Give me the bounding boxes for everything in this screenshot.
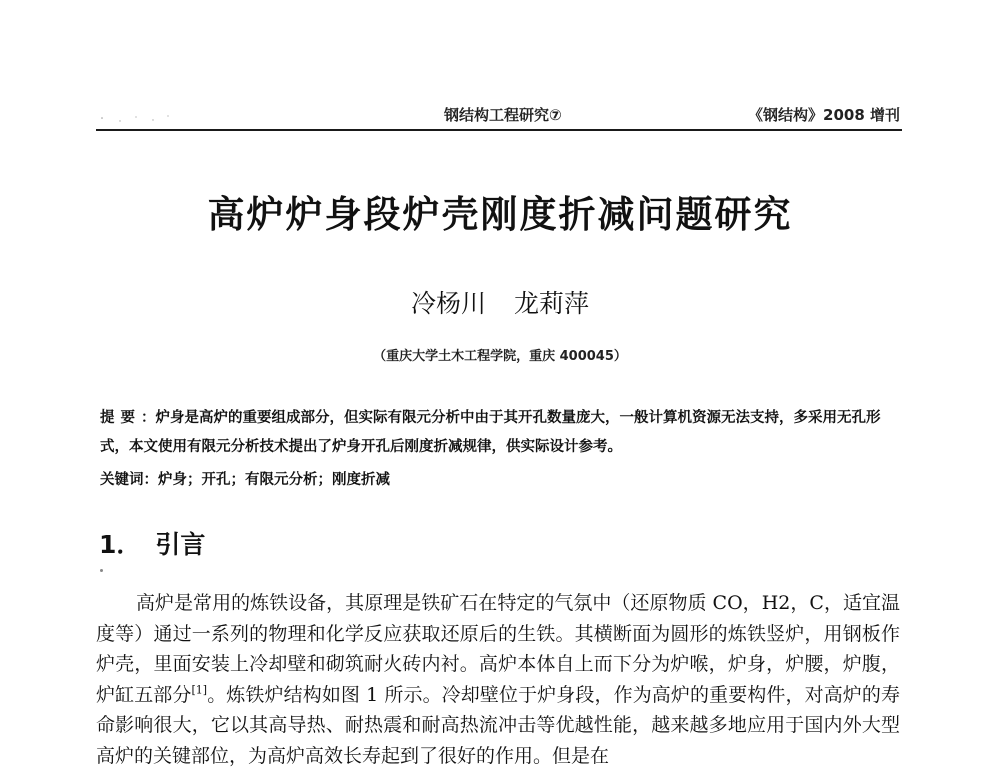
running-header: [96, 104, 902, 128]
paragraph-text: 高炉是常用的炼铁设备，其原理是铁矿石在特定的气氛中（还原物质 CO，H2，C，适宜温度等）通过一系列的物理和化学反应获取还原后的生铁。其横断面为圆形的炼铁竖炉，用钢板作炉壳，里面安装上冷却壁和砌筑耐火砖内衬。高炉本体自上而下分为炉喉，炉身，炉腰，炉腹，炉缸五部分: [96, 592, 900, 706]
journal-issue-label: 《钢结构》2008 增刊: [748, 106, 900, 124]
paper-title: 高炉炉身段炉壳刚度折减问题研究: [207, 193, 793, 236]
abstract: [100, 404, 900, 462]
author-list: [0, 284, 1000, 320]
journal-series-label: 钢结构工程研究⑦: [444, 106, 562, 124]
author-name: 龙莉萍: [514, 289, 590, 318]
scan-dot-decoration: [100, 569, 103, 572]
section-heading: [99, 525, 205, 561]
keywords-text: 炉身；开孔；有限元分析；刚度折减: [158, 472, 390, 488]
section-number: 1．: [99, 530, 142, 559]
keywords: [100, 468, 900, 489]
paragraph-text-cont: 。炼铁炉结构如图 1 所示。冷却壁位于炉身段，作为高炉的重要构件，对高炉的寿命影响很大，它以其高导热、耐热震和耐高热流冲击等优越性能，越来越多地应用于国内外大型高炉的关键部位，为高炉高效长寿起到了很好的作用。但是在: [96, 683, 900, 767]
body-text: [96, 588, 900, 771]
abstract-text: ：炉身是高炉的重要组成部分，但实际有限元分析中由于其开孔数量庞大，一般计算机资源无法支持，多采用无孔形式，本文使用有限元分析技术提出了炉身开孔后刚度折减规律，供实际设计参考。: [100, 410, 881, 455]
body-paragraph: [96, 588, 900, 771]
section-title: 引言: [155, 530, 206, 559]
keywords-label: 关键词：: [100, 472, 158, 488]
abstract-label: 提要: [100, 410, 141, 426]
header-rule: [96, 129, 902, 131]
citation-marker: [1]: [191, 683, 208, 697]
author-affiliation: （重庆大学土木工程学院，重庆 400045）: [373, 349, 627, 364]
author-name: 冷杨川: [410, 289, 486, 318]
